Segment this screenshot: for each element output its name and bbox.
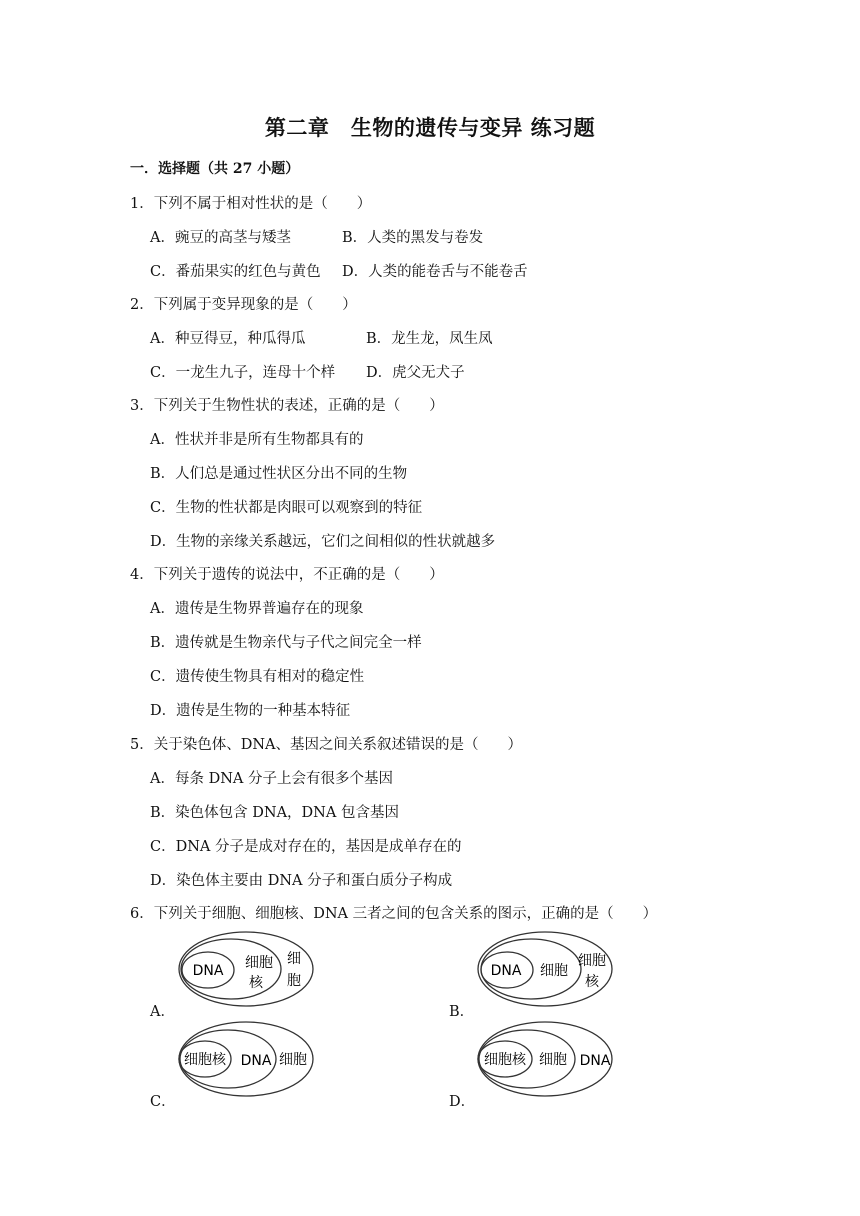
question-4-stem: 4．下列关于遗传的说法中，不正确的是（ ）	[130, 567, 444, 583]
diagram-c[interactable]	[176, 1020, 318, 1100]
question-1-option-a[interactable]: A．豌豆的高茎与矮茎	[150, 230, 291, 246]
question-6-option-c[interactable]: C．	[150, 1094, 176, 1110]
question-4-option-d[interactable]: D．遗传是生物的一种基本特征	[150, 703, 351, 719]
inner-label: 细胞核	[184, 1052, 226, 1068]
question-2-option-b[interactable]: B．龙生龙，凤生凤	[366, 331, 493, 347]
question-6-option-a[interactable]: A．	[150, 1004, 175, 1020]
diagram-d[interactable]	[475, 1020, 617, 1100]
inner-label: DNA	[192, 963, 224, 979]
question-5-option-a[interactable]: A．每条 DNA 分子上会有很多个基因	[150, 771, 393, 787]
outer-label-line-1: 细胞	[578, 953, 606, 969]
outer-label: 细胞	[279, 1052, 307, 1068]
question-2-option-d[interactable]: D．虎父无犬子	[366, 365, 465, 381]
middle-label: DNA	[240, 1053, 272, 1069]
outer-label: DNA	[579, 1053, 611, 1069]
question-1-option-c[interactable]: C．番茄果实的红色与黄色	[150, 264, 321, 280]
outer-label-line-2: 核	[585, 974, 599, 990]
question-5-option-d[interactable]: D．染色体主要由 DNA 分子和蛋白质分子构成	[150, 873, 453, 889]
outer-label-line-1: 细	[287, 951, 301, 967]
question-4-option-c[interactable]: C．遗传使生物具有相对的稳定性	[150, 669, 365, 685]
question-3-option-d[interactable]: D．生物的亲缘关系越远，它们之间相似的性状就越多	[150, 534, 496, 550]
question-4-option-a[interactable]: A．遗传是生物界普遍存在的现象	[150, 601, 364, 617]
question-6-stem: 6．下列关于细胞、细胞核、DNA 三者之间的包含关系的图示，正确的是（ ）	[130, 906, 658, 922]
question-2-option-a[interactable]: A．种豆得豆，种瓜得瓜	[150, 331, 306, 347]
question-1-stem: 1．下列不属于相对性状的是（ ）	[130, 196, 372, 212]
question-1-option-b[interactable]: B．人类的黑发与卷发	[342, 230, 484, 246]
question-3-stem: 3．下列关于生物性状的表述，正确的是（ ）	[130, 398, 444, 414]
diagram-a[interactable]	[176, 930, 318, 1010]
inner-label: 细胞核	[484, 1052, 526, 1068]
middle-label-line-2: 核	[249, 975, 263, 991]
question-2-option-c[interactable]: C．一龙生九子，连母十个样	[150, 365, 336, 381]
diagram-b[interactable]	[475, 930, 617, 1010]
question-5-stem: 5．关于染色体、DNA、基因之间关系叙述错误的是（ ）	[130, 737, 523, 753]
question-3-option-a[interactable]: A．性状并非是所有生物都具有的	[150, 432, 364, 448]
page-title: 第二章 生物的遗传与变异 练习题	[264, 115, 596, 140]
question-6-option-b[interactable]: B．	[449, 1004, 475, 1020]
section-heading: 一．选择题（共 27 小题）	[130, 161, 300, 177]
question-3-option-b[interactable]: B．人们总是通过性状区分出不同的生物	[150, 466, 408, 482]
inner-label: DNA	[490, 963, 522, 979]
question-5-option-c[interactable]: C．DNA 分子是成对存在的，基因是成单存在的	[150, 839, 462, 855]
middle-label: 细胞	[540, 963, 568, 979]
question-6-option-d[interactable]: D．	[449, 1094, 476, 1110]
question-1-option-d[interactable]: D．人类的能卷舌与不能卷舌	[342, 264, 528, 280]
question-2-stem: 2．下列属于变异现象的是（ ）	[130, 297, 357, 313]
question-4-option-b[interactable]: B．遗传就是生物亲代与子代之间完全一样	[150, 635, 422, 651]
middle-label: 细胞	[539, 1052, 567, 1068]
middle-label-line-1: 细胞	[245, 955, 273, 971]
question-3-option-c[interactable]: C．生物的性状都是肉眼可以观察到的特征	[150, 500, 423, 516]
outer-label-line-2: 胞	[287, 973, 301, 989]
question-5-option-b[interactable]: B．染色体包含 DNA，DNA 包含基因	[150, 805, 399, 821]
